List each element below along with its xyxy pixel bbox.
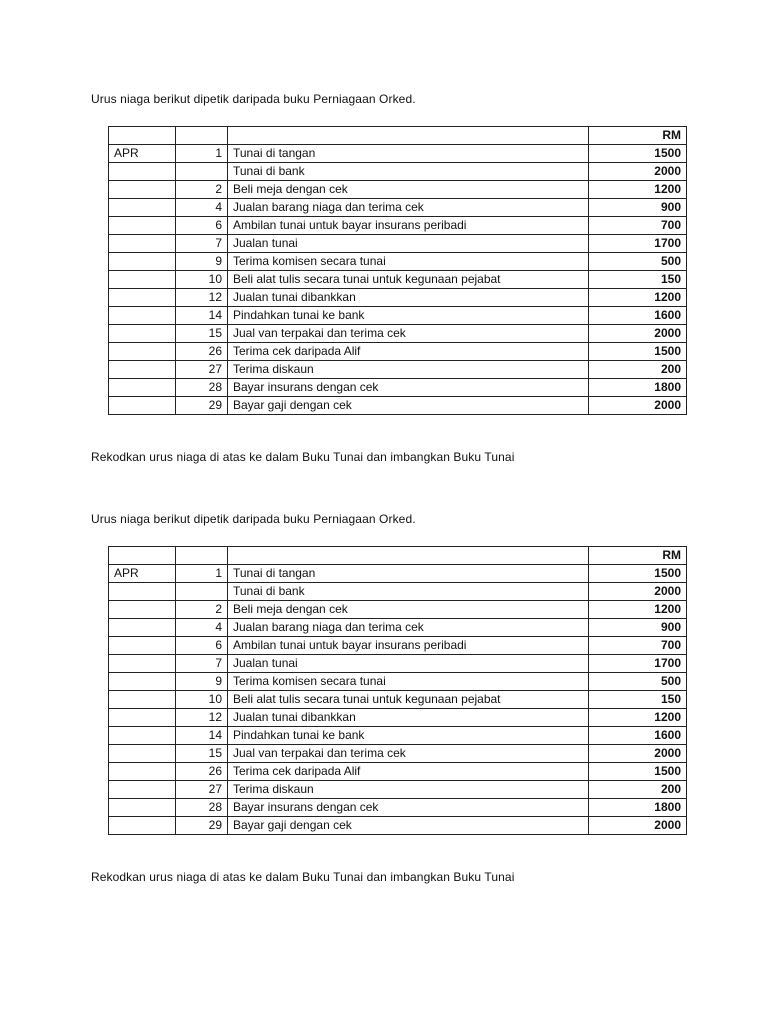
month-cell bbox=[109, 781, 176, 799]
month-cell bbox=[109, 199, 176, 217]
day-cell: 26 bbox=[176, 343, 228, 361]
description-cell: Tunai di tangan bbox=[228, 145, 589, 163]
amount-cell: 1600 bbox=[589, 307, 687, 325]
month-cell bbox=[109, 217, 176, 235]
amount-cell: 1200 bbox=[589, 601, 687, 619]
month-cell bbox=[109, 379, 176, 397]
table-row bbox=[109, 709, 687, 727]
day-cell: 6 bbox=[176, 217, 228, 235]
table-header-row bbox=[109, 547, 687, 565]
description-cell: Bayar insurans dengan cek bbox=[228, 379, 589, 397]
month-cell bbox=[109, 799, 176, 817]
month-cell: APR bbox=[109, 145, 176, 163]
table-header-row bbox=[109, 127, 687, 145]
day-cell: 6 bbox=[176, 637, 228, 655]
day-cell: 7 bbox=[176, 235, 228, 253]
day-cell: 14 bbox=[176, 727, 228, 745]
amount-cell: 1200 bbox=[589, 289, 687, 307]
amount-cell: 2000 bbox=[589, 163, 687, 181]
month-cell bbox=[109, 235, 176, 253]
month-cell bbox=[109, 601, 176, 619]
table-row bbox=[109, 745, 687, 763]
month-cell bbox=[109, 673, 176, 691]
header-day-cell bbox=[176, 127, 228, 145]
month-cell bbox=[109, 583, 176, 601]
description-cell: Beli meja dengan cek bbox=[228, 601, 589, 619]
day-cell: 29 bbox=[176, 397, 228, 415]
description-cell: Bayar insurans dengan cek bbox=[228, 799, 589, 817]
day-cell: 28 bbox=[176, 799, 228, 817]
amount-cell: 900 bbox=[589, 199, 687, 217]
day-cell: 10 bbox=[176, 271, 228, 289]
amount-cell: 1500 bbox=[589, 565, 687, 583]
amount-cell: 1800 bbox=[589, 799, 687, 817]
table-row bbox=[109, 199, 687, 217]
instruction-text: Rekodkan urus niaga di atas ke dalam Buku Tunai dan imbangkan Buku Tunai bbox=[91, 450, 515, 464]
amount-cell: 1200 bbox=[589, 709, 687, 727]
amount-cell: 700 bbox=[589, 217, 687, 235]
table-row bbox=[109, 397, 687, 415]
amount-cell: 1500 bbox=[589, 145, 687, 163]
table-row bbox=[109, 691, 687, 709]
amount-cell: 900 bbox=[589, 619, 687, 637]
amount-cell: 500 bbox=[589, 673, 687, 691]
description-cell: Tunai di tangan bbox=[228, 565, 589, 583]
table-row bbox=[109, 565, 687, 583]
description-cell: Ambilan tunai untuk bayar insurans peribadi bbox=[228, 217, 589, 235]
description-cell: Beli meja dengan cek bbox=[228, 181, 589, 199]
day-cell: 28 bbox=[176, 379, 228, 397]
month-cell bbox=[109, 745, 176, 763]
day-cell: 1 bbox=[176, 565, 228, 583]
table-row bbox=[109, 799, 687, 817]
day-cell: 2 bbox=[176, 181, 228, 199]
day-cell: 27 bbox=[176, 781, 228, 799]
table-row bbox=[109, 379, 687, 397]
description-cell: Jualan barang niaga dan terima cek bbox=[228, 199, 589, 217]
month-cell bbox=[109, 709, 176, 727]
description-cell: Terima diskaun bbox=[228, 781, 589, 799]
table-row bbox=[109, 325, 687, 343]
description-cell: Jualan barang niaga dan terima cek bbox=[228, 619, 589, 637]
table-row bbox=[109, 781, 687, 799]
description-cell: Tunai di bank bbox=[228, 583, 589, 601]
amount-cell: 2000 bbox=[589, 745, 687, 763]
table-row bbox=[109, 235, 687, 253]
table-row bbox=[109, 763, 687, 781]
amount-cell: 1200 bbox=[589, 181, 687, 199]
month-cell bbox=[109, 271, 176, 289]
description-cell: Jualan tunai dibankkan bbox=[228, 709, 589, 727]
description-cell: Terima cek daripada Alif bbox=[228, 343, 589, 361]
description-cell: Terima komisen secara tunai bbox=[228, 253, 589, 271]
day-cell: 15 bbox=[176, 325, 228, 343]
description-cell: Beli alat tulis secara tunai untuk kegunaan pejabat bbox=[228, 691, 589, 709]
amount-cell: 200 bbox=[589, 781, 687, 799]
day-cell: 9 bbox=[176, 253, 228, 271]
month-cell bbox=[109, 361, 176, 379]
intro-text: Urus niaga berikut dipetik daripada buku Perniagaan Orked. bbox=[91, 92, 416, 106]
day-cell: 10 bbox=[176, 691, 228, 709]
day-cell: 4 bbox=[176, 199, 228, 217]
header-month-cell bbox=[109, 127, 176, 145]
table-row bbox=[109, 271, 687, 289]
table-row bbox=[109, 619, 687, 637]
month-cell bbox=[109, 343, 176, 361]
month-cell bbox=[109, 163, 176, 181]
description-cell: Jual van terpakai dan terima cek bbox=[228, 745, 589, 763]
month-cell bbox=[109, 691, 176, 709]
table-row bbox=[109, 145, 687, 163]
amount-cell: 500 bbox=[589, 253, 687, 271]
transactions-table bbox=[108, 546, 687, 835]
transactions-body bbox=[109, 547, 687, 835]
currency-header: RM bbox=[589, 127, 687, 145]
day-cell: 14 bbox=[176, 307, 228, 325]
amount-cell: 1700 bbox=[589, 655, 687, 673]
description-cell: Beli alat tulis secara tunai untuk kegunaan pejabat bbox=[228, 271, 589, 289]
month-cell bbox=[109, 289, 176, 307]
day-cell: 27 bbox=[176, 361, 228, 379]
day-cell: 15 bbox=[176, 745, 228, 763]
table-row bbox=[109, 655, 687, 673]
month-cell bbox=[109, 253, 176, 271]
day-cell: 1 bbox=[176, 145, 228, 163]
month-cell bbox=[109, 763, 176, 781]
description-cell: Bayar gaji dengan cek bbox=[228, 817, 589, 835]
amount-cell: 2000 bbox=[589, 583, 687, 601]
month-cell bbox=[109, 655, 176, 673]
header-day-cell bbox=[176, 547, 228, 565]
table-row bbox=[109, 637, 687, 655]
transactions-body bbox=[109, 127, 687, 415]
table-row bbox=[109, 163, 687, 181]
day-cell: 4 bbox=[176, 619, 228, 637]
month-cell bbox=[109, 181, 176, 199]
instruction-text: Rekodkan urus niaga di atas ke dalam Buku Tunai dan imbangkan Buku Tunai bbox=[91, 870, 515, 884]
intro-text: Urus niaga berikut dipetik daripada buku Perniagaan Orked. bbox=[91, 512, 416, 526]
day-cell: 12 bbox=[176, 709, 228, 727]
amount-cell: 1700 bbox=[589, 235, 687, 253]
amount-cell: 2000 bbox=[589, 397, 687, 415]
amount-cell: 700 bbox=[589, 637, 687, 655]
month-cell bbox=[109, 325, 176, 343]
description-cell: Jual van terpakai dan terima cek bbox=[228, 325, 589, 343]
table-row bbox=[109, 289, 687, 307]
description-cell: Jualan tunai bbox=[228, 235, 589, 253]
amount-cell: 1600 bbox=[589, 727, 687, 745]
month-cell bbox=[109, 817, 176, 835]
table-row bbox=[109, 181, 687, 199]
amount-cell: 150 bbox=[589, 271, 687, 289]
table-row bbox=[109, 307, 687, 325]
description-cell: Tunai di bank bbox=[228, 163, 589, 181]
amount-cell: 200 bbox=[589, 361, 687, 379]
amount-cell: 1500 bbox=[589, 763, 687, 781]
amount-cell: 2000 bbox=[589, 817, 687, 835]
day-cell: 7 bbox=[176, 655, 228, 673]
description-cell: Pindahkan tunai ke bank bbox=[228, 727, 589, 745]
day-cell bbox=[176, 583, 228, 601]
table-row bbox=[109, 343, 687, 361]
day-cell: 12 bbox=[176, 289, 228, 307]
day-cell: 2 bbox=[176, 601, 228, 619]
table-row bbox=[109, 253, 687, 271]
table-row bbox=[109, 583, 687, 601]
amount-cell: 1800 bbox=[589, 379, 687, 397]
amount-cell: 2000 bbox=[589, 325, 687, 343]
table-row bbox=[109, 673, 687, 691]
description-cell: Terima cek daripada Alif bbox=[228, 763, 589, 781]
header-month-cell bbox=[109, 547, 176, 565]
description-cell: Terima komisen secara tunai bbox=[228, 673, 589, 691]
description-cell: Jualan tunai bbox=[228, 655, 589, 673]
description-cell: Ambilan tunai untuk bayar insurans peribadi bbox=[228, 637, 589, 655]
currency-header: RM bbox=[589, 547, 687, 565]
table-row bbox=[109, 217, 687, 235]
description-cell: Pindahkan tunai ke bank bbox=[228, 307, 589, 325]
month-cell: APR bbox=[109, 565, 176, 583]
table-row bbox=[109, 727, 687, 745]
transactions-table bbox=[108, 126, 687, 415]
month-cell bbox=[109, 307, 176, 325]
day-cell: 26 bbox=[176, 763, 228, 781]
header-desc-cell bbox=[228, 127, 589, 145]
amount-cell: 1500 bbox=[589, 343, 687, 361]
month-cell bbox=[109, 619, 176, 637]
day-cell: 29 bbox=[176, 817, 228, 835]
description-cell: Terima diskaun bbox=[228, 361, 589, 379]
month-cell bbox=[109, 397, 176, 415]
description-cell: Jualan tunai dibankkan bbox=[228, 289, 589, 307]
amount-cell: 150 bbox=[589, 691, 687, 709]
description-cell: Bayar gaji dengan cek bbox=[228, 397, 589, 415]
day-cell: 9 bbox=[176, 673, 228, 691]
header-desc-cell bbox=[228, 547, 589, 565]
table-row bbox=[109, 361, 687, 379]
table-row bbox=[109, 817, 687, 835]
table-row bbox=[109, 601, 687, 619]
day-cell bbox=[176, 163, 228, 181]
month-cell bbox=[109, 727, 176, 745]
month-cell bbox=[109, 637, 176, 655]
